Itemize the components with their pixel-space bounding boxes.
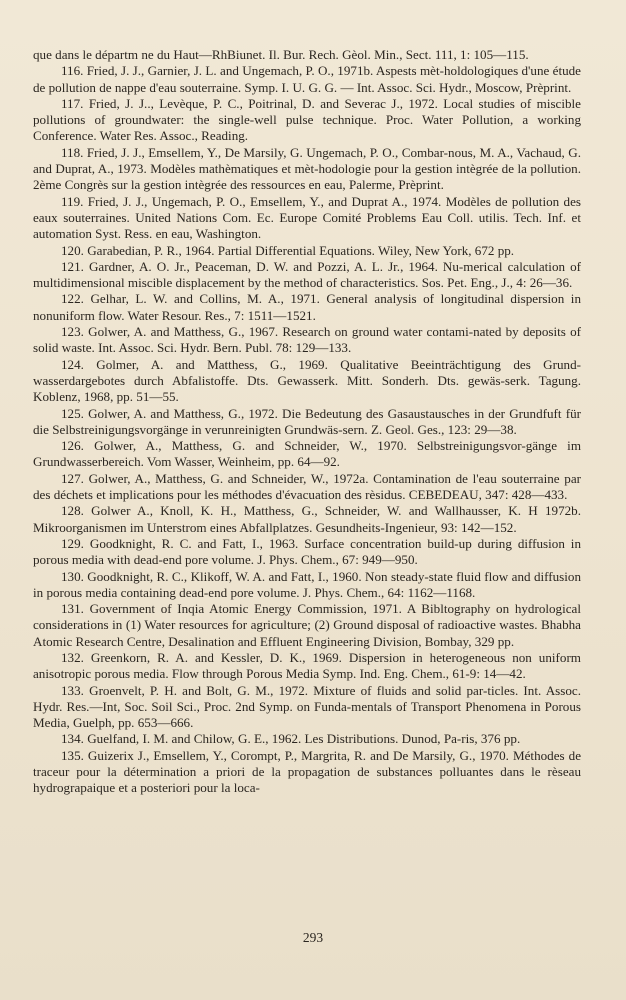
reference-entry-124: 124. Golmer, A. and Matthess, G., 1969. Qualitative Beeinträchtigung des Grund-wasserdargebotes durch Abfalistoffe. Dts. Gewasserk. Mitt. Sonderh. Dts. gewäs-serk. Tagung. Koblenz, 1968, pp. 51—55.	[33, 356, 581, 405]
reference-list	[33, 47, 581, 797]
reference-entry-129: 129. Goodknight, R. C. and Fatt, I., 1963. Surface concentration build-up during diffusion in porous media with dead-end pore volume. J. Phys. Chem., 67: 949—950.	[33, 535, 581, 568]
reference-entry-continued: que dans le départm ne du Haut—RhBiunet. Il. Bur. Rech. Gèol. Min., Sect. 111, 1: 105—115.	[33, 47, 529, 62]
reference-entry-126: 126. Golwer, A., Matthess, G. and Schneider, W., 1970. Selbstreinigungsvor-gänge im Grundwasserbereich. Vom Wasser, Weinheim, pp. 64—92.	[33, 438, 581, 470]
reference-entry-131: 131. Government of Inqia Atomic Energy Commission, 1971. A Bibltography on hydrological considerations in (1) Water resources for agriculture; (2) Ground disposal of radioactive wastes. Bhabha Atomic Research Centre, Desalination and Effluent Engineering Division, Bombay, 329 pp.	[33, 601, 581, 649]
reference-entry-135: 135. Guizerix J., Emsellem, Y., Corompt, P., Margrita, R. and De Marsily, G., 1970. Méthodes de traceur pour la détermination a priori de la propagation de substances polluantes dans le rèseau hydrograpaique et a posteriori pour la loca-	[33, 747, 581, 796]
reference-entry-130: 130. Goodknight, R. C., Klikoff, W. A. and Fatt, I., 1960. Non steady-state fluid flow and diffusion in porous media containing dead-end pore volume. J. Phys. Chem., 64: 1162—1168.	[33, 568, 581, 600]
reference-entry-128: 128. Golwer A., Knoll, K. H., Matthess, G., Schneider, W. and Wallhausser, K. H 1972b. Mikroorganismen im Unterstrom eines Abfallplatzes. Gesundheits-Ingenieur, 93: 142—152.	[33, 503, 581, 535]
reference-entry-118: 118. Fried, J. J., Emsellem, Y., De Marsily, G. Ungemach, P. O., Combar-nous, M. A., Vachaud, G. and Duprat, A., 1973. Modèles mathèmatiques et mèt-hodologie pour la gestion intègrée de la pollution. 2ème Congrès sur la gestion intègrée des ressources en eau, Palerme, Prèprint.	[33, 144, 581, 193]
page-number: 293	[302, 930, 324, 945]
reference-entry-133: 133. Groenvelt, P. H. and Bolt, G. M., 1972. Mixture of fluids and solid par-ticles. Int. Assoc. Hydr. Res.—Int, Soc. Soil Sci., Proc. 2nd Symp. on Funda-mentals of Transport Phenomena in Porous Media, Guelph, pp. 653—666.	[33, 682, 581, 731]
reference-entry-122: 122. Gelhar, L. W. and Collins, M. A., 1971. General analysis of longitudinal dispersion in nonuniform flow. Water Resour. Res., 7: 1511—1521.	[33, 291, 581, 323]
reference-entry-132: 132. Greenkorn, R. A. and Kessler, D. K., 1969. Dispersion in heterogeneous non uniform anisotropic porous media. Flow through Porous Media Symp. Ind. Eng. Chem., 61-9: 14—42.	[33, 649, 581, 682]
reference-entry-127: 127. Golwer, A., Matthess, G. and Schneider, W., 1972a. Contamination de l'eau souterraine par des déchets et implications pour les méthodes d'évacuation des rèsidus. CEBEDEAU, 347: 428—433.	[33, 470, 581, 503]
reference-entry-116: 116. Fried, J. J., Garnier, J. L. and Ungemach, P. O., 1971b. Aspests mèt-holdologiques d'une étude de pollution de nappe d'eau souterraine. Symp. I. U. G. G. — Int. Assoc. Sci. Hydr., Moscow, Prèprint.	[33, 63, 581, 95]
reference-entry-134: 134. Guelfand, I. M. and Chilow, G. E., 1962. Les Distributions. Dunod, Pa-ris, 376 pp.	[61, 731, 521, 747]
reference-entry-120: 120. Garabedian, P. R., 1964. Partial Differential Equations. Wiley, New York, 672 pp.	[61, 242, 515, 258]
reference-entry-123: 123. Golwer, A. and Matthess, G., 1967. Research on ground water contami-nated by deposits of solid waste. Int. Assoc. Sci. Hydr. Bern. Publ. 78: 129—133.	[33, 324, 581, 356]
reference-entry-117: 117. Fried, J. J.., Levèque, P. C., Poitrinal, D. and Severac J., 1972. Local studies of miscible pollutions of groundwater: the single-well pulse technique. Proc. Water Pollution, a working Conference. Water Res. Assoc., Reading.	[33, 95, 581, 144]
reference-entry-119: 119. Fried, J. J., Ungemach, P. O., Emsellem, Y., and Duprat A., 1974. Modèles de pollution des eaux souterraines. United Nations Com. Ec. Europe Comité Problems Eau Coll. utilis. Tech. Inf. et automation Syst. Ress. en eau, Washington.	[33, 193, 581, 242]
reference-entry-125: 125. Golwer, A. and Matthess, G., 1972. Die Bedeutung des Gasaustausches in der Grundfuft für die Selbstreinigungsvorgänge in verunreinigten Grundwäs-sern. Z. Geol. Ges., 123: 29—38.	[33, 405, 581, 437]
reference-entry-121: 121. Gardner, A. O. Jr., Peaceman, D. W. and Pozzi, A. L. Jr., 1964. Nu-merical calculation of multidimensional miscible displacement by the method of characteristics. Sos. Pet. Eng., J., 4: 26—36.	[33, 258, 581, 291]
